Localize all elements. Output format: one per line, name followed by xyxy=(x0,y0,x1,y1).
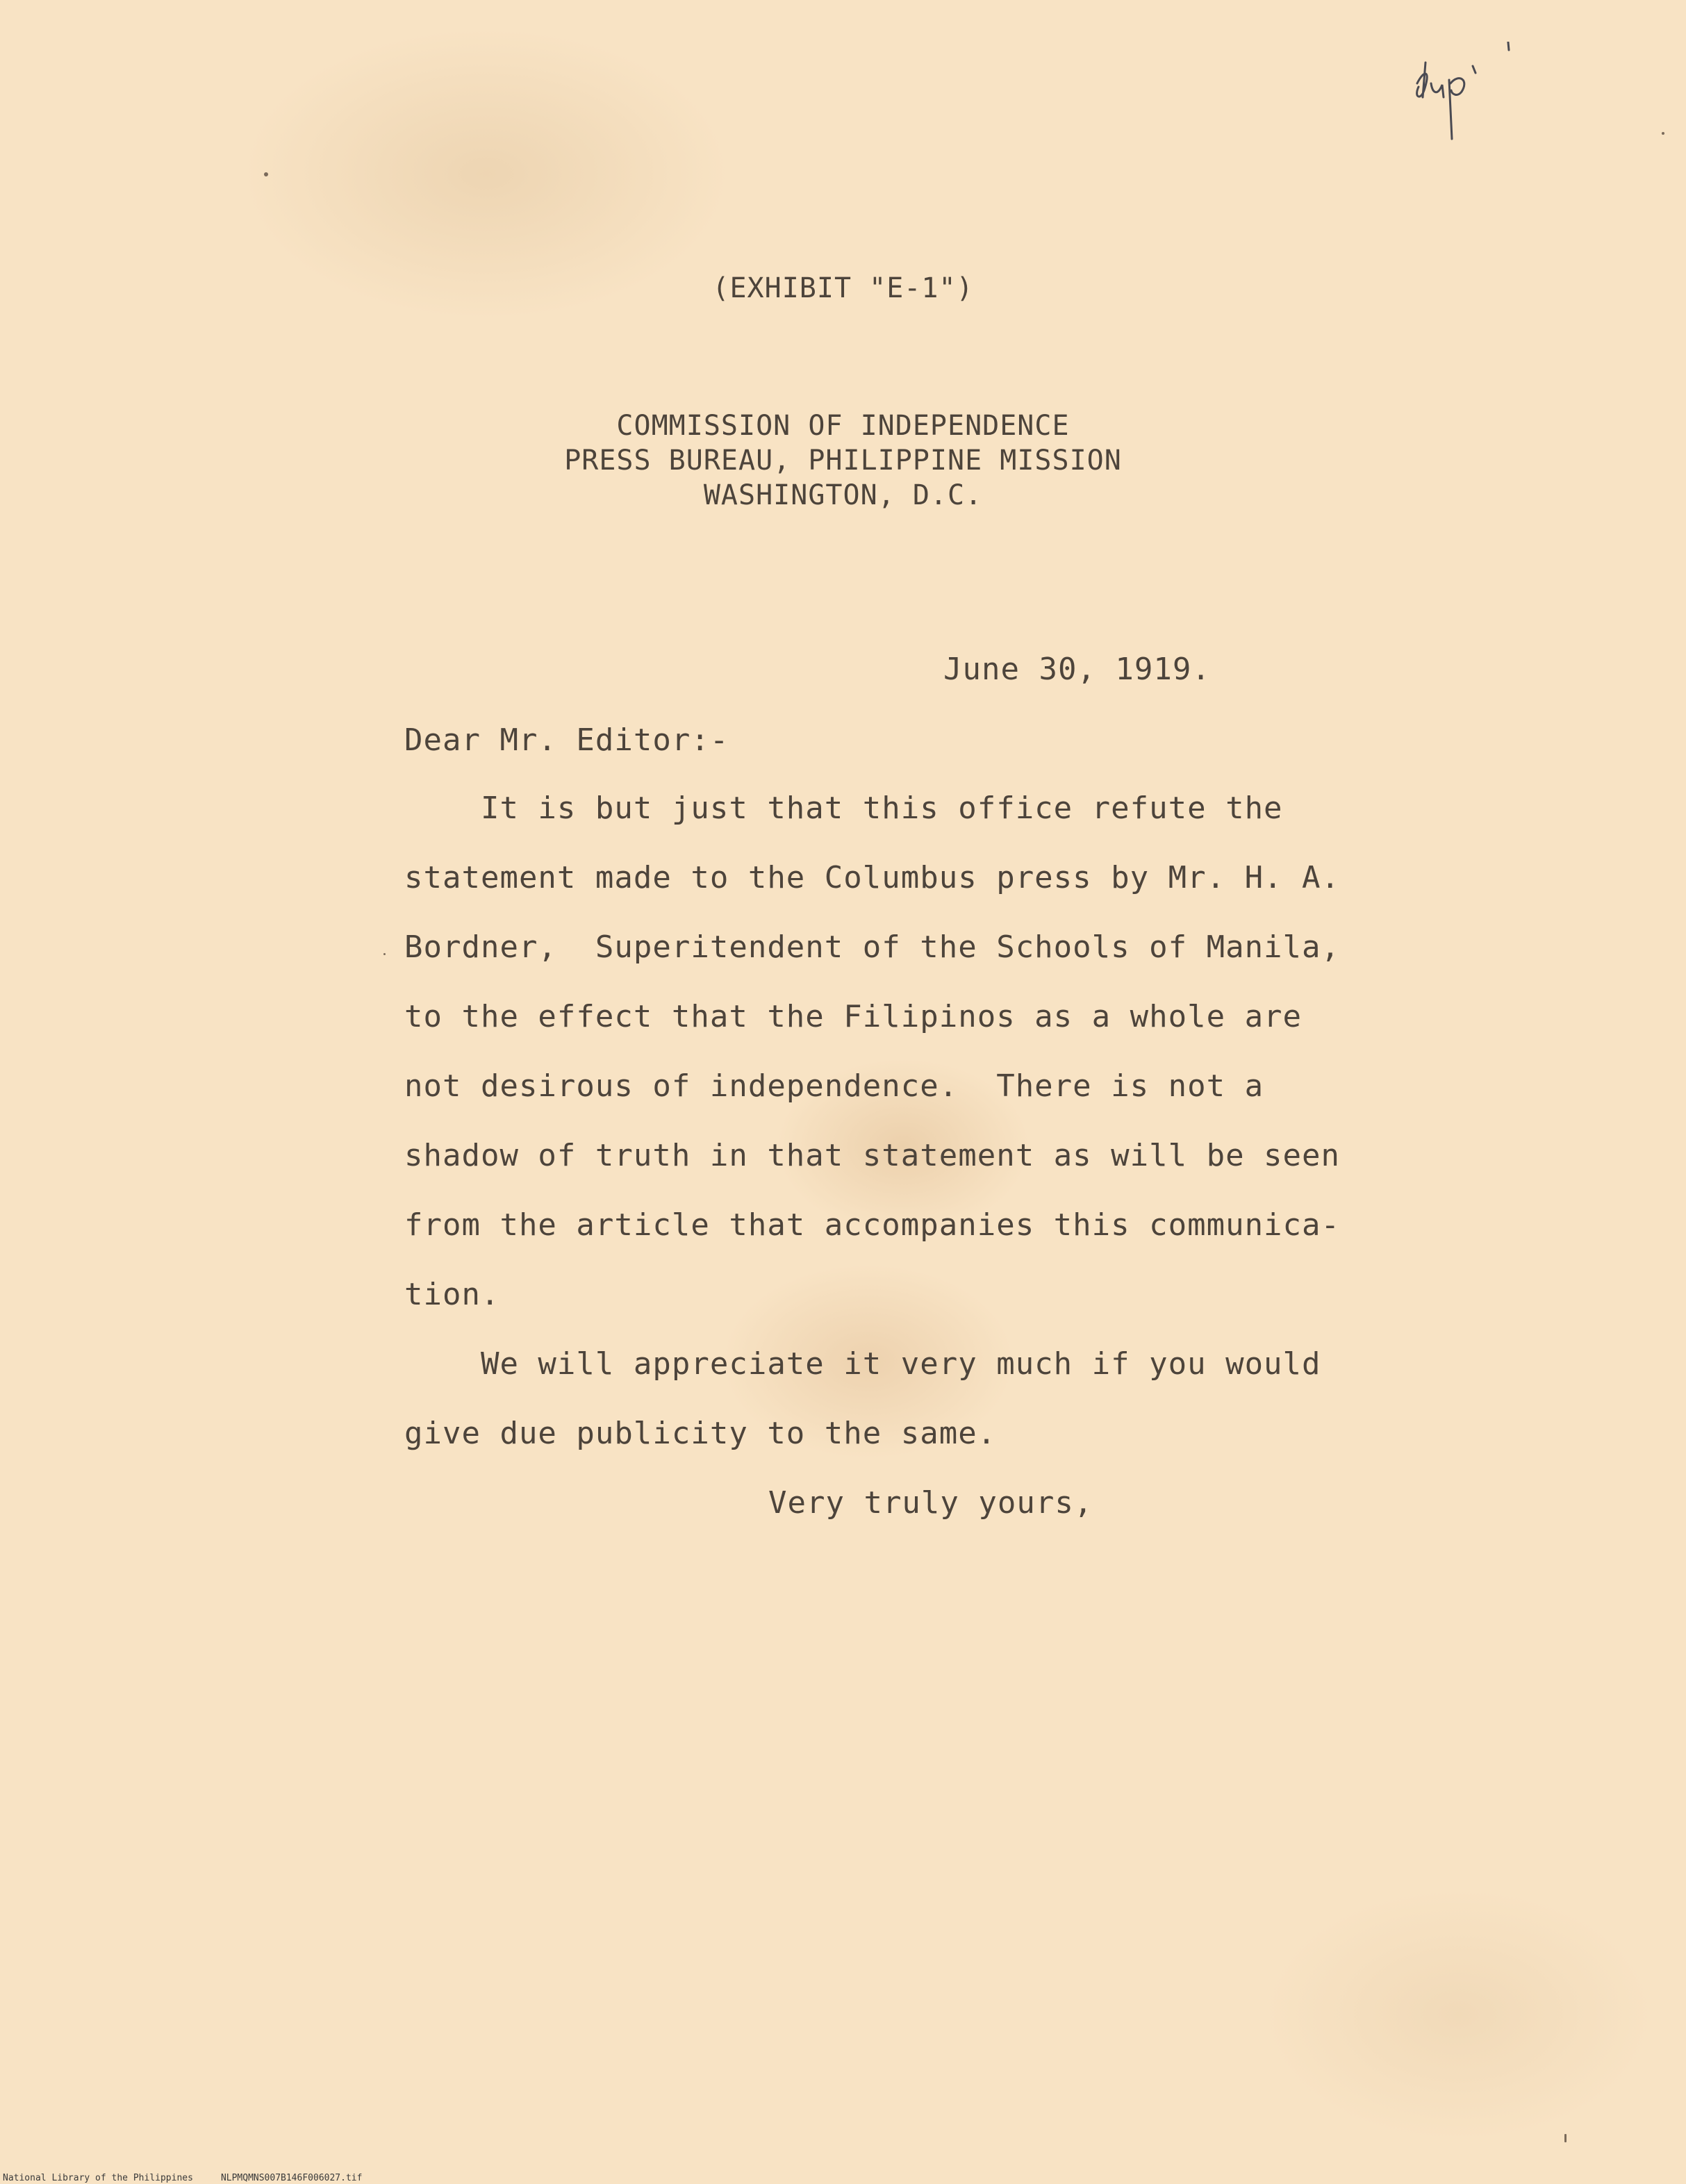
body-line: from the article that accompanies this communica- xyxy=(404,1207,1341,1243)
body-line: tion. xyxy=(404,1277,500,1312)
library-name: National Library of the Philippines xyxy=(3,2173,193,2183)
body-line: not desirous of independence. There is not a xyxy=(404,1068,1264,1104)
body-line: It is but just that this office refute the xyxy=(404,791,1283,826)
exhibit-label: (EXHIBIT "E-1") xyxy=(712,272,974,304)
paper-speck xyxy=(383,953,386,955)
body-line: give due publicity to the same. xyxy=(404,1416,997,1451)
paper-speck xyxy=(1662,132,1664,135)
body-line: to the effect that the Filipinos as a whole are xyxy=(404,999,1303,1034)
body-line: We will appreciate it very much if you would xyxy=(404,1346,1321,1382)
paper-speck xyxy=(264,172,268,176)
letterhead-line-3: WASHINGTON, D.C. xyxy=(703,479,983,511)
body-line: Bordner, Superitendent of the Schools of Manila, xyxy=(404,929,1341,965)
archive-footer xyxy=(3,2173,390,2183)
salutation: Dear Mr. Editor:- xyxy=(404,722,729,758)
file-id: NLPMQMNS007B146F006027.tif xyxy=(220,2173,363,2183)
letterhead-line-2: PRESS BUREAU, PHILIPPINE MISSION xyxy=(564,445,1122,477)
handwritten-dup-note xyxy=(1403,42,1542,181)
closing: Very truly yours, xyxy=(768,1485,1093,1521)
letter-date: June 30, 1919. xyxy=(943,652,1211,687)
body-line: shadow of truth in that statement as will be seen xyxy=(404,1138,1341,1173)
body-line: statement made to the Columbus press by Mr. H. A. xyxy=(404,860,1341,895)
paper-speck xyxy=(1564,2134,1567,2142)
letterhead-line-1: COMMISSION OF INDEPENDENCE xyxy=(616,410,1070,442)
